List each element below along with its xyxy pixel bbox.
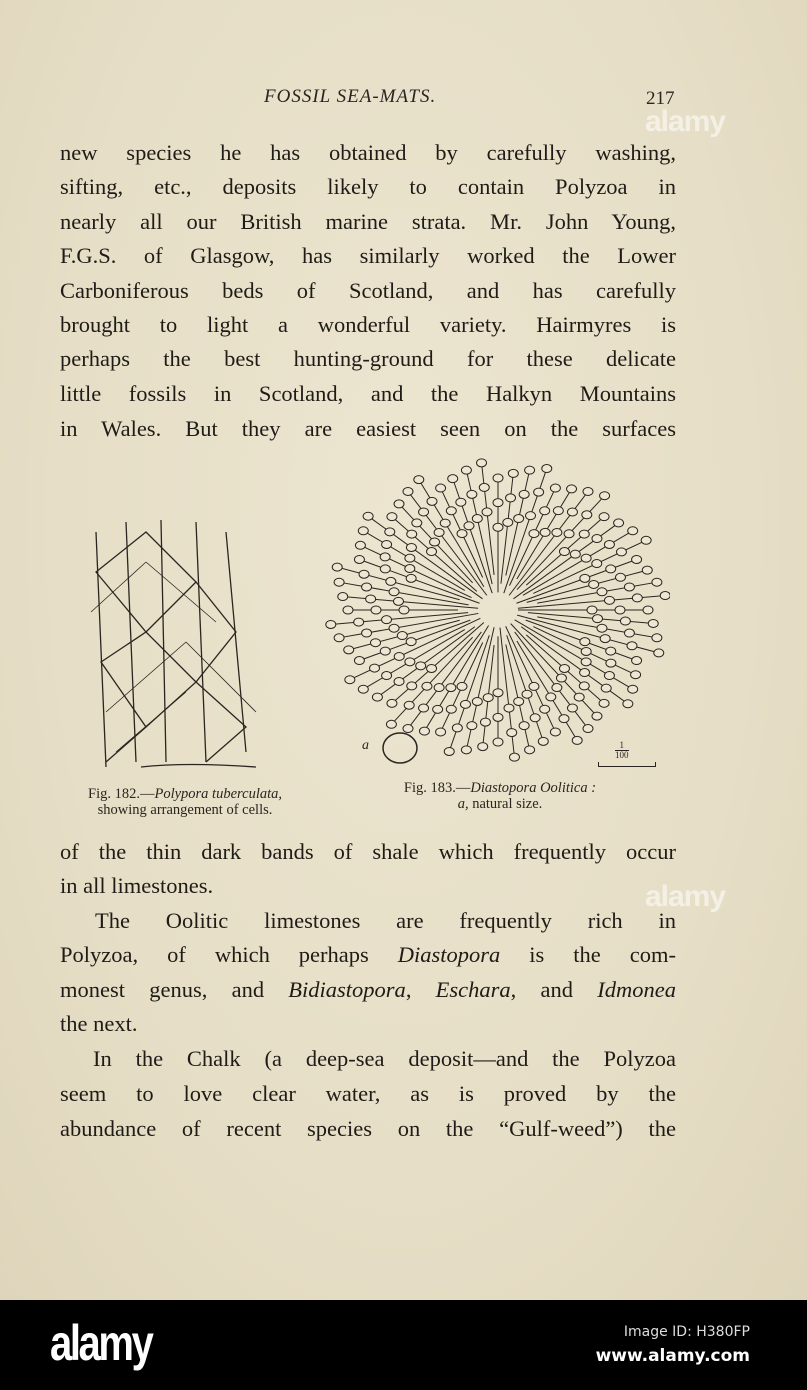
caption-description: natural size. <box>468 796 543 812</box>
zooecium-aperture <box>624 583 634 591</box>
text: , and <box>510 977 598 1002</box>
zooecium-aperture <box>362 583 372 591</box>
zooecium-aperture <box>519 722 529 730</box>
zooecium-aperture <box>406 574 416 582</box>
zooecium-tube <box>523 531 633 596</box>
zooecium-aperture <box>427 664 437 672</box>
zooecium-aperture <box>477 459 487 467</box>
zooecium-aperture <box>493 499 503 507</box>
zooecium-aperture <box>567 485 577 493</box>
text-line: perhaps the best hunting-ground for these delicate <box>60 346 676 371</box>
zooecium-aperture <box>624 629 634 637</box>
zooecium-aperture <box>581 554 591 562</box>
zooecium-tube <box>449 635 489 751</box>
zooecium-aperture <box>380 647 390 655</box>
text-line: the next. <box>60 1011 138 1036</box>
zooecium-aperture <box>652 634 662 642</box>
zooecium-aperture <box>326 620 336 628</box>
zooecium-aperture <box>482 508 492 516</box>
zooecium-aperture <box>648 619 658 627</box>
zooecium-aperture <box>344 646 354 654</box>
zooecium-aperture <box>592 535 602 543</box>
zooecium-aperture <box>472 697 482 705</box>
zooecium-aperture <box>522 690 532 698</box>
zooecium-aperture <box>627 642 637 650</box>
zooecium-aperture <box>434 684 444 692</box>
zooecium-aperture <box>334 634 344 642</box>
zooecium-aperture <box>559 664 569 672</box>
zooecium-aperture <box>394 677 404 685</box>
figure-182-illustration <box>86 512 266 777</box>
text-line: in Wales. But they are easiest seen on the surfaces <box>60 416 676 441</box>
zooecium-aperture <box>457 530 467 538</box>
zooecium-aperture <box>643 606 653 614</box>
text-line: nearly all our British marine strata. Mr. John Young, <box>60 209 676 234</box>
caption-letter: a, <box>457 796 469 812</box>
zooecium-aperture <box>371 639 381 647</box>
zooecium-aperture <box>593 615 603 623</box>
zooecium-aperture <box>444 747 454 755</box>
zooecium-aperture <box>493 689 503 697</box>
zooecium-tube <box>482 463 495 575</box>
zooecium-aperture <box>457 682 467 690</box>
zooecium-aperture <box>614 519 624 527</box>
zooecium-aperture <box>440 519 450 527</box>
zooecium-aperture <box>467 722 477 730</box>
zooecium-aperture <box>355 541 365 549</box>
zooecium-aperture <box>456 498 466 506</box>
zooecium-aperture <box>386 577 396 585</box>
zooecium-aperture <box>359 570 369 578</box>
zooecium-aperture <box>580 574 590 582</box>
zooecium-aperture <box>419 508 429 516</box>
zooecium-aperture <box>461 466 471 474</box>
text-line: seem to love clear water, as is proved by the <box>60 1081 676 1106</box>
zooecium-aperture <box>405 658 415 666</box>
zooecium-aperture <box>540 507 550 515</box>
zooecium-aperture <box>601 684 611 692</box>
zooecium-aperture <box>606 647 616 655</box>
zooecium-aperture <box>628 685 638 693</box>
zooecium-aperture <box>464 522 474 530</box>
running-title: FOSSIL SEA-MATS. <box>264 86 437 107</box>
watermark: alamy <box>645 105 726 138</box>
zooecium-aperture <box>606 565 616 573</box>
zooecium-aperture <box>540 528 550 536</box>
text-line: of the thin dark bands of shale which frequently occur <box>60 839 676 864</box>
zooecium-aperture <box>419 704 429 712</box>
zooecium-aperture <box>362 629 372 637</box>
zooecium-aperture <box>448 475 458 483</box>
zooecium-aperture <box>583 725 593 733</box>
zooecium-aperture <box>405 565 415 573</box>
zooecium-aperture <box>606 659 616 667</box>
zooecium-aperture <box>461 746 471 754</box>
zooecium-aperture <box>358 685 368 693</box>
zooecium-aperture <box>582 511 592 519</box>
zooecium-aperture <box>382 672 392 680</box>
text-line: In the Chalk (a deep-sea deposit—and the Polyzoa <box>93 1046 676 1071</box>
zooecium-aperture <box>386 720 396 728</box>
zooecium-aperture <box>615 573 625 581</box>
zooecium-aperture <box>600 635 610 643</box>
genus-name: Diastopora <box>397 942 501 967</box>
zooecium-aperture <box>343 606 353 614</box>
zooecium-tube <box>515 632 588 729</box>
text-line: in all limestones. <box>60 873 214 898</box>
text: is the com- <box>500 942 676 967</box>
zooecium-aperture <box>519 490 529 498</box>
figure-182-caption <box>60 786 310 818</box>
caption-description: showing arrangement of cells. <box>97 802 273 818</box>
zooecium-aperture <box>550 484 560 492</box>
figure-183-illustration <box>320 455 670 775</box>
zooecium-aperture <box>397 632 407 640</box>
zooecium-aperture <box>394 500 404 508</box>
zooecium-aperture <box>416 662 426 670</box>
text-line: Carboniferous beds of Scotland, and has carefully <box>60 278 676 303</box>
zooecium-aperture <box>604 540 614 548</box>
zooecium-aperture <box>579 682 589 690</box>
footer-bar <box>0 1300 807 1390</box>
text-line <box>60 942 676 968</box>
site-url: www.alamy.com <box>595 1346 750 1366</box>
zooecium-aperture <box>564 530 574 538</box>
zooecium-aperture <box>387 699 397 707</box>
zooecium-aperture <box>628 527 638 535</box>
zooecium-aperture <box>483 694 493 702</box>
zooecium-aperture <box>572 736 582 744</box>
zooecium-aperture <box>552 684 562 692</box>
zooecium-aperture <box>387 513 397 521</box>
zooecium-aperture <box>589 580 599 588</box>
zooecium-aperture <box>414 476 424 484</box>
caption-species: Polypora tuberculata, <box>154 786 282 802</box>
zooecium-aperture <box>508 469 518 477</box>
zooecium-aperture <box>419 727 429 735</box>
zooecium-aperture <box>631 671 641 679</box>
zooecium-aperture <box>642 566 652 574</box>
zooecium-aperture <box>504 704 514 712</box>
zooecium-aperture <box>581 647 591 655</box>
zooecium-aperture <box>403 487 413 495</box>
zooecium-aperture <box>446 705 456 713</box>
zooecium-aperture <box>405 554 415 562</box>
zooecium-aperture <box>394 652 404 660</box>
zooecium-aperture <box>514 697 524 705</box>
zooecium-aperture <box>559 548 569 556</box>
figure-183-caption <box>360 780 640 812</box>
zooecium-aperture <box>354 618 364 626</box>
zooecium-aperture <box>382 540 392 548</box>
zooecium-aperture <box>404 701 414 709</box>
zooecium-aperture <box>581 658 591 666</box>
zooecium-aperture <box>503 518 513 526</box>
zooecium-aperture <box>526 512 536 520</box>
zooecium-aperture <box>592 712 602 720</box>
zooecium-aperture <box>525 746 535 754</box>
zooecium-aperture <box>493 738 503 746</box>
text: , <box>405 977 436 1002</box>
alamy-logo: alamy <box>50 1315 152 1371</box>
zooecium-aperture <box>623 700 633 708</box>
zooecium-aperture <box>514 515 524 523</box>
zooecium-aperture <box>587 606 597 614</box>
caption-species: Diastopora Oolitica : <box>470 780 597 796</box>
zooecium-aperture <box>393 597 403 605</box>
zooecium-aperture <box>354 555 364 563</box>
zooecium-aperture <box>580 638 590 646</box>
image-id: Image ID: H380FP <box>623 1324 750 1340</box>
zooecium-aperture <box>632 657 642 665</box>
zooecium-aperture <box>493 474 503 482</box>
zooecium-aperture <box>382 616 392 624</box>
zooecium-aperture <box>530 714 540 722</box>
watermark: alamy <box>645 880 726 913</box>
zooecium-tube <box>408 632 481 729</box>
zooecium-aperture <box>574 693 584 701</box>
zooecium-aperture <box>654 649 664 657</box>
zooecium-aperture <box>427 497 437 505</box>
zooecium-aperture <box>452 724 462 732</box>
zooecium-aperture <box>358 527 368 535</box>
text-line: sifting, etc., deposits likely to contain Polyzoa in <box>60 174 676 199</box>
zooecium-aperture <box>583 487 593 495</box>
genus-name: Idmonea <box>597 977 676 1002</box>
zooecium-aperture <box>446 507 456 515</box>
text-line: The Oolitic limestones are frequently rich in <box>95 908 676 933</box>
zooecium-aperture <box>534 488 544 496</box>
text-line: abundance of recent species on the “Gulf-weed”) the <box>60 1116 676 1141</box>
zooecium-aperture <box>446 684 456 692</box>
zooecium-aperture <box>480 718 490 726</box>
zooecium-aperture <box>652 578 662 586</box>
zooecium-aperture <box>427 548 437 556</box>
zooecium-aperture <box>550 728 560 736</box>
zooecium-aperture <box>615 606 625 614</box>
zooecium-aperture <box>422 682 432 690</box>
zooecium-aperture <box>579 530 589 538</box>
zooecium-aperture <box>556 674 566 682</box>
zooecium-aperture <box>430 538 440 546</box>
text-line: F.G.S. of Glasgow, has similarly worked the Lower <box>60 243 676 268</box>
zooecium-aperture <box>546 693 556 701</box>
zooecium-aperture <box>542 465 552 473</box>
genus-name: Bidiastopora <box>288 977 406 1002</box>
zooecium-aperture <box>597 588 607 596</box>
zooecium-aperture <box>567 704 577 712</box>
zooecium-aperture <box>460 700 470 708</box>
zooecium-aperture <box>478 743 488 751</box>
zooecium-aperture <box>354 657 364 665</box>
zooecium-aperture <box>389 588 399 596</box>
zooecium-aperture <box>407 530 417 538</box>
scale-denominator: 100 <box>615 750 629 760</box>
zooecium-aperture <box>660 592 670 600</box>
zooecium-aperture <box>345 676 355 684</box>
zooecium-aperture <box>493 523 503 531</box>
zooecium-aperture <box>493 713 503 721</box>
zooecium-aperture <box>597 624 607 632</box>
zooecium-aperture <box>529 530 539 538</box>
zooecium-aperture <box>600 492 610 500</box>
text-line: new species he has obtained by carefully washing, <box>60 140 676 165</box>
zooecium-aperture <box>604 596 614 604</box>
zooecium-aperture <box>529 682 539 690</box>
zooecium-aperture <box>592 560 602 568</box>
zooecium-aperture <box>599 513 609 521</box>
zooecium-tube <box>343 597 478 609</box>
text-line: brought to light a wonderful variety. Hairmyres is <box>60 312 676 337</box>
zooecium-aperture <box>370 664 380 672</box>
zooecium-aperture <box>372 693 382 701</box>
zooecium-aperture <box>570 550 580 558</box>
zooecium-aperture <box>616 548 626 556</box>
genus-name: Eschara <box>435 977 511 1002</box>
zooecium-aperture <box>433 705 443 713</box>
inset-label: a <box>362 738 369 753</box>
zooecium-aperture <box>641 536 651 544</box>
zooecium-aperture <box>338 593 348 601</box>
natural-size-inset <box>383 733 417 763</box>
caption-label: Fig. 183.— <box>403 780 471 796</box>
zooecium-aperture <box>509 753 519 761</box>
zooecium-aperture <box>436 484 446 492</box>
zooecium-aperture <box>332 563 342 571</box>
text-line <box>60 977 676 1003</box>
zooecium-aperture <box>363 512 373 520</box>
zooecium-aperture <box>389 624 399 632</box>
text-line: little fossils in Scotland, and the Halkyn Mountains <box>60 381 676 406</box>
zooecium-aperture <box>334 578 344 586</box>
scale-numerator: 1 <box>619 740 624 750</box>
zooecium-aperture <box>553 507 563 515</box>
zooecium-aperture <box>540 705 550 713</box>
zooecium-aperture <box>407 682 417 690</box>
zooecium-aperture <box>412 519 422 527</box>
zooecium-aperture <box>538 737 548 745</box>
text: Polyzoa, of which perhaps <box>60 942 398 967</box>
zooecium-aperture <box>580 669 590 677</box>
caption-label: Fig. 182.— <box>88 786 155 802</box>
zooecium-aperture <box>406 638 416 646</box>
page-number: 217 <box>646 88 675 109</box>
zooecium-aperture <box>385 528 395 536</box>
zooecium-aperture <box>559 715 569 723</box>
scale-bar <box>598 762 656 767</box>
zooecium-aperture <box>436 728 446 736</box>
zooecium-aperture <box>380 553 390 561</box>
zooecium-aperture <box>507 729 517 737</box>
zooecium-aperture <box>632 594 642 602</box>
zooecium-aperture <box>620 617 630 625</box>
zooecium-aperture <box>479 483 489 491</box>
zooecium-aperture <box>567 508 577 516</box>
text: monest genus, and <box>60 977 289 1002</box>
zooecium-aperture <box>371 606 381 614</box>
zooecium-aperture <box>599 699 609 707</box>
zooecium-aperture <box>632 555 642 563</box>
zooecium-aperture <box>399 606 409 614</box>
zooecium-aperture <box>366 595 376 603</box>
zooecium-aperture <box>467 490 477 498</box>
zooecium-aperture <box>472 515 482 523</box>
zooecium-aperture <box>403 725 413 733</box>
zooecium-aperture <box>604 672 614 680</box>
scale-fraction <box>615 741 629 760</box>
zooecium-aperture <box>434 528 444 536</box>
zooecium-aperture <box>525 466 535 474</box>
zooecium-aperture <box>380 565 390 573</box>
zooecium-aperture <box>552 528 562 536</box>
zooecium-aperture <box>406 543 416 551</box>
zooecium-aperture <box>506 494 516 502</box>
